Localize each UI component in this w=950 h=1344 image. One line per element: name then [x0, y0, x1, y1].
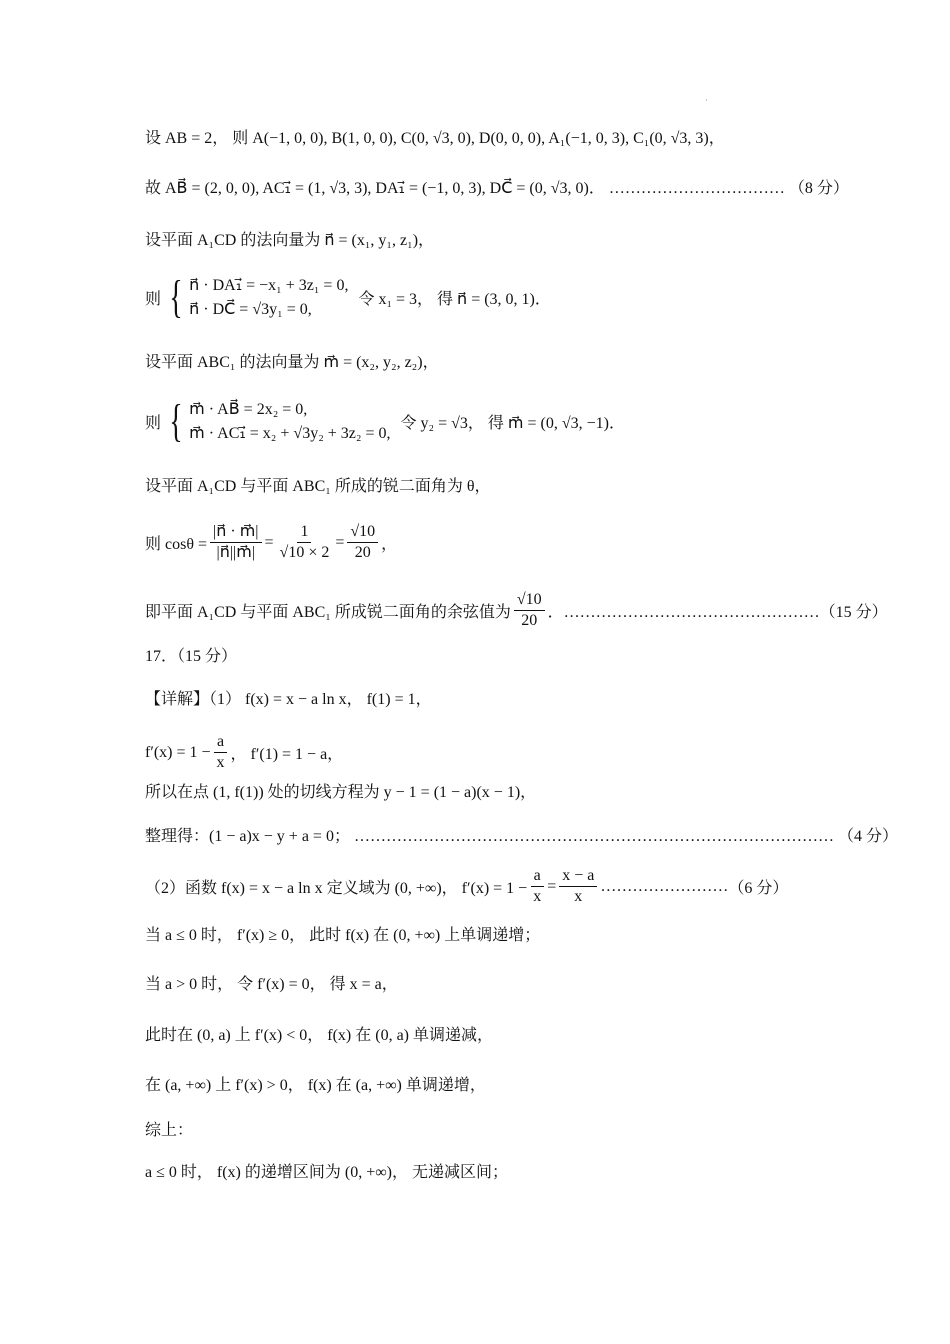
page-speck: ·: [705, 96, 708, 105]
question-17-heading: 17．（15 分）: [145, 648, 238, 665]
fraction: [347, 522, 378, 563]
dihedral-angle-line: 设平面 A₁CD 与平面 ABC₁ 所成的锐二面角为 θ，: [145, 478, 491, 495]
equals-sign: =: [547, 877, 557, 895]
leader-dots: ………………………………………………………………………………: [353, 828, 834, 845]
denominator: √10 × 2: [279, 544, 330, 561]
denominator: x: [574, 888, 583, 905]
vectors-line: [145, 178, 849, 200]
leader-dots: ．…………………………………………: [547, 604, 820, 621]
system-prefix: 则: [145, 290, 162, 308]
numerator: x − a: [559, 866, 597, 887]
fraction: [514, 590, 545, 631]
left-brace: {: [169, 271, 183, 322]
coordinates-line: 设 AB = 2， 则 A(−1, 0, 0), B(1, 0, 0), C(0, √3, 0), D(0, 0, 0), A₁(−1, 0, 3), C₁(0, √3, 3)，: [145, 130, 725, 147]
numerator: |n⃗ · m⃗|: [210, 522, 261, 543]
equation-system-m: [145, 395, 625, 446]
system-prefix: 则: [145, 414, 162, 432]
conclusion-text: 即平面 A₁CD 与平面 ABC₁ 所成锐二面角的余弦值为: [145, 604, 511, 621]
increasing-interval-line: 在 (a, +∞) 上 f′(x) > 0， f(x) 在 (a, +∞) 单调递增，: [145, 1077, 486, 1094]
fraction: [214, 732, 228, 773]
equation: m⃗ · AC₁⃗ = x₂ + √3y₂ + 3z₂ = 0,: [189, 425, 391, 442]
simplified-text: 整理得：(1 − a)x − y + a = 0；: [145, 828, 350, 845]
equation: n⃗ · DC⃗ = √3y₁ = 0,: [189, 301, 312, 318]
simplified-equation-line: [145, 826, 898, 848]
conclusion-line: [145, 590, 888, 631]
numerator: √10: [514, 590, 545, 611]
denominator: x: [533, 888, 542, 905]
fraction: [277, 522, 333, 563]
normal-vector-n-line: 设平面 A₁CD 的法向量为 n⃗ = (x₁, y₁, z₁)，: [145, 232, 435, 249]
fraction: [530, 866, 544, 907]
denominator: x: [216, 754, 225, 771]
equation-system-n: [145, 271, 551, 322]
derivative-line: [145, 732, 343, 773]
numerator: 1: [297, 522, 311, 543]
denominator: |n⃗||m⃗|: [216, 544, 256, 561]
fraction: [210, 522, 261, 563]
equals-sign: =: [335, 533, 345, 551]
leader-dots: ……………………………: [608, 180, 785, 197]
decreasing-interval-line: 此时在 (0, a) 上 f′(x) < 0， f(x) 在 (0, a) 单调递减，: [145, 1027, 494, 1044]
denominator: 20: [354, 544, 371, 561]
tangent-line-equation: 所以在点 (1, f(1)) 处的切线方程为 y − 1 = (1 − a)(x − 1)，: [145, 784, 537, 801]
comma: ，: [381, 536, 398, 553]
equation: n⃗ · DA₁⃗ = −x₁ + 3z₁ = 0,: [189, 277, 349, 294]
derivative-prefix: f′(x) = 1 −: [145, 743, 211, 761]
score-6: （6 分）: [728, 880, 789, 897]
leader-dots: ……………………: [600, 877, 729, 895]
fraction: [559, 866, 597, 907]
equation: m⃗ · AB⃗ = 2x₂ = 0,: [189, 401, 308, 418]
part2-line: [145, 866, 788, 907]
derivative-suffix: ， f′(1) = 1 − a，: [230, 746, 344, 763]
system-equations: [189, 399, 390, 443]
detail-part1-line: 【详解】（1） f(x) = x − a ln x， f(1) = 1，: [145, 691, 432, 708]
numerator: a: [214, 732, 227, 753]
score-15: （15 分）: [819, 604, 888, 621]
cosine-line: [145, 522, 397, 563]
normal-vector-m-line: 设平面 ABC₁ 的法向量为 m⃗ = (x₂, y₂, z₂)，: [145, 354, 439, 371]
vectors-text: 故 AB⃗ = (2, 0, 0), AC₁⃗ = (1, √3, 3), DA₁⃗ = (−1, 0, 3), DC⃗ = (0, √3, 0)．: [145, 180, 605, 197]
numerator: a: [531, 866, 544, 887]
denominator: 20: [521, 612, 538, 629]
part2-text: （2）函数 f(x) = x − a ln x 定义域为 (0, +∞)， f′(x) = 1 −: [145, 880, 528, 897]
left-brace: {: [169, 395, 183, 446]
numerator: √10: [347, 522, 378, 543]
summary-heading: 综上：: [145, 1122, 194, 1139]
system-equations: [189, 275, 348, 319]
score-4: （4 分）: [837, 828, 898, 845]
equals-sign: =: [264, 533, 274, 551]
case-a-gt-0-line: 当 a > 0 时， 令 f′(x) = 0， 得 x = a，: [145, 976, 398, 993]
cos-prefix: 则 cosθ =: [145, 536, 208, 553]
system-result: 令 x₁ = 3， 得 n⃗ = (3, 0, 1)．: [358, 290, 551, 308]
summary-line: a ≤ 0 时， f(x) 的递增区间为 (0, +∞)， 无递减区间；: [145, 1164, 508, 1181]
score-8: （8 分）: [788, 180, 849, 197]
case-a-le-0-line: 当 a ≤ 0 时， f′(x) ≥ 0， 此时 f(x) 在 (0, +∞) 上单调递增；: [145, 927, 541, 944]
system-result: 令 y₂ = √3， 得 m⃗ = (0, √3, −1)．: [400, 414, 625, 432]
